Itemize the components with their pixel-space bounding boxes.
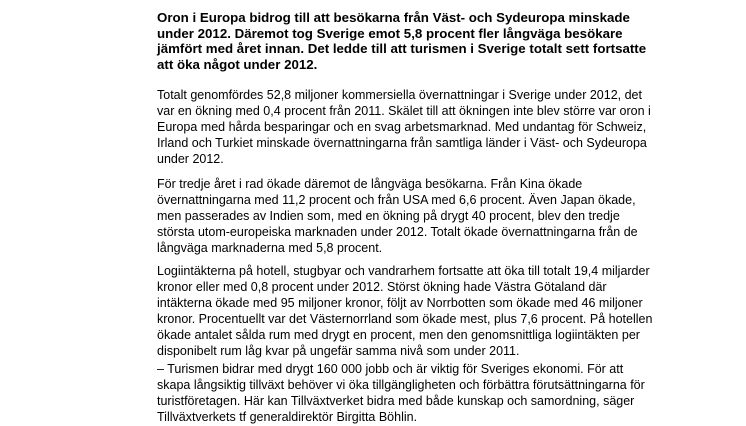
lead-paragraph: Oron i Europa bidrog till att besökarna från Väst- och Sydeuropa minskade under 2012. Däremot tog Sverige emot 5,8 procent fler långväga besökare jämfört med året innan. Det ledde till att turismen i Sverige totalt sett fortsatte att öka något under 2012. <box>157 10 647 72</box>
body-paragraph-long-haul-visitors: För tredje året i rad ökade däremot de långväga besökarna. Från Kina ökade övernattningarna med 11,2 procent och från USA med 6,6 procent. Även Japan ökade, men passerades av Indien som, med en ökning på drygt 40 procent, blev den tredje största utom-europeiska marknaden under 2012. Totalt ökade övernattningarna från de långväga marknaderna med 5,8 procent. <box>157 177 638 255</box>
body-paragraph-quote: – Turismen bidrar med drygt 160 000 jobb och är viktig för Sveriges ekonomi. För att skapa långsiktig tillväxt behöver vi öka tillgängligheten och förbättra förutsättningarna för turistföretagen. Här kan Tillväxtverket bidra med både kunskap och samordning, säger Tillväxtverkets tf generaldirektör Birgitta Böhlin. <box>157 362 645 424</box>
body-paragraph-accommodation-revenue: Logiintäkterna på hotell, stugbyar och vandrarhem fortsatte att öka till totalt 19,4 miljarder kronor eller med 0,8 procent under 2012. Störst ökning hade Västra Götaland där intäkterna ökade med 95 miljoner kronor, följt av Norrbotten som ökade med 46 miljoner kronor. Procentuellt var det Västernorrland som ökade mest, plus 7,6 procent. På hotellen ökade antalet sålda rum med drygt en procent, men den genomsnittliga logiintäkten per disponibelt rum låg kvar på ungefär samma nivå som under 2011. <box>157 264 653 358</box>
body-paragraph-overnight-stays: Totalt genomfördes 52,8 miljoner kommersiella övernattningar i Sverige under 2012, det var en ökning med 0,4 procent från 2011. Skälet till att ökningen inte blev större var oron i Europa med hårda besparingar och en svag arbetsmarknad. Med undantag för Schweiz, Irland och Turkiet minskade övernattningarna från samtliga länder i Väst- och Sydeuropa under 2012. <box>157 88 651 166</box>
